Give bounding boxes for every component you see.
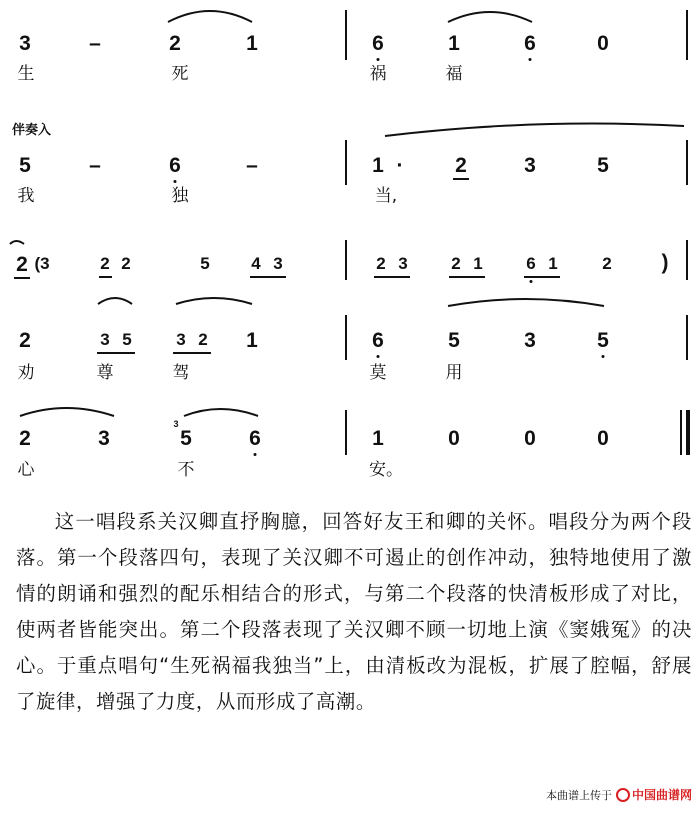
note: 2 (100, 254, 110, 273)
note: 3 (100, 330, 110, 349)
note: 1 (448, 32, 460, 55)
lower-octave-dot (377, 355, 380, 358)
note: 5 (597, 154, 609, 177)
underline (250, 276, 286, 278)
slur (10, 241, 24, 244)
slur (176, 298, 252, 304)
note: (3 (34, 254, 50, 273)
note: 2 (602, 254, 612, 273)
note: 5 (448, 329, 460, 352)
slur (385, 124, 684, 136)
lyric: 不 (177, 460, 195, 480)
lower-octave-dot (530, 280, 533, 283)
note: 2 (121, 254, 131, 273)
lower-octave-dot (174, 180, 177, 183)
note: 2 (376, 254, 386, 273)
note: 6 (372, 329, 384, 352)
slur (448, 12, 532, 22)
note: 0 (597, 32, 609, 55)
lower-octave-dot (602, 355, 605, 358)
lyric: 福 (445, 64, 463, 84)
note: 2 (169, 32, 181, 55)
dash: – (89, 32, 101, 55)
logo-mark-icon (616, 788, 630, 802)
lyric: 劝 (17, 363, 35, 383)
note: 1 (246, 329, 258, 352)
note: 5 (597, 329, 609, 352)
lyric: 独 (171, 186, 189, 206)
note: 1 (372, 427, 384, 450)
note: 2 (198, 330, 208, 349)
slur (98, 298, 132, 304)
grace-note: 3 (173, 419, 179, 429)
lyric: 死 (171, 64, 189, 84)
underline (449, 276, 485, 278)
lower-octave-dot (377, 58, 380, 61)
underline (453, 178, 469, 180)
note: 5 (180, 427, 192, 450)
footer (546, 786, 692, 803)
note: 6 (169, 154, 181, 177)
note: 3 (98, 427, 110, 450)
underline (99, 276, 112, 278)
note: 0 (524, 427, 536, 450)
lyric: 生 (17, 64, 35, 84)
note: 3 (524, 329, 536, 352)
slur (448, 299, 604, 306)
site-name: 中国曲谱网 (631, 788, 692, 802)
note: 6 (526, 254, 536, 273)
underline (374, 276, 410, 278)
note: 1 (548, 254, 558, 273)
lyric: 心 (17, 460, 35, 480)
site-logo[interactable] (616, 786, 692, 803)
note: 1 (473, 254, 483, 273)
note: 1 (372, 154, 384, 177)
lower-octave-dot (529, 58, 532, 61)
note: 0 (448, 427, 460, 450)
dash: – (246, 154, 258, 177)
note: 2 (19, 427, 31, 450)
dot: · (396, 154, 404, 177)
lyric: 莫 (369, 363, 387, 383)
note: 3 (19, 32, 31, 55)
lyric: 安。 (369, 460, 403, 480)
footer-text: 本曲谱上传于 (545, 788, 612, 802)
note: 2 (451, 254, 461, 273)
lyric: 祸 (369, 64, 387, 84)
lower-octave-dot (254, 453, 257, 456)
note: 3 (273, 254, 283, 273)
lyric: 尊 (96, 363, 114, 383)
note: 5 (19, 154, 31, 177)
note: 4 (251, 254, 261, 273)
underline (14, 277, 30, 279)
note: 3 (176, 330, 186, 349)
closing-paren: ) (661, 251, 669, 274)
commentary-paragraph: 这一唱段系关汉卿直抒胸臆，回答好友王和卿的关怀。唱段分为两个段落。第一个段落四句，表现了关汉卿不可遏止的创作冲动，独特地使用了激情的朗诵和强烈的配乐相结合的形式，与第二个段落的快清板形成了对比，使两者皆能突出。第二个段落表现了关汉卿不顾一切地上演《窦娥冤》的决心。于重点唱句“生死祸福我独当”上，由清板改为混板，扩展了腔幅，舒展了旋律，增强了力度，从而形成了高潮。 (16, 510, 692, 713)
underline (524, 276, 560, 278)
note: 6 (372, 32, 384, 55)
note: 6 (249, 427, 261, 450)
lyric: 驾 (172, 363, 190, 383)
note: 1 (246, 32, 258, 55)
note: 5 (122, 330, 132, 349)
slur (168, 11, 252, 22)
lyric: 用 (445, 363, 463, 383)
note: 2 (16, 253, 28, 276)
note: 2 (19, 329, 31, 352)
underline (173, 352, 211, 354)
slur (20, 408, 114, 416)
lyric: 当, (374, 186, 398, 206)
accompaniment-annotation: 伴奏入 (12, 123, 52, 138)
note: 3 (524, 154, 536, 177)
note: 5 (200, 254, 210, 273)
note: 3 (398, 254, 408, 273)
note: 0 (597, 427, 609, 450)
underline (97, 352, 135, 354)
lyric: 我 (17, 186, 35, 206)
note: 6 (524, 32, 536, 55)
dash: – (89, 154, 101, 177)
note: 2 (455, 154, 467, 177)
slur (184, 409, 258, 416)
